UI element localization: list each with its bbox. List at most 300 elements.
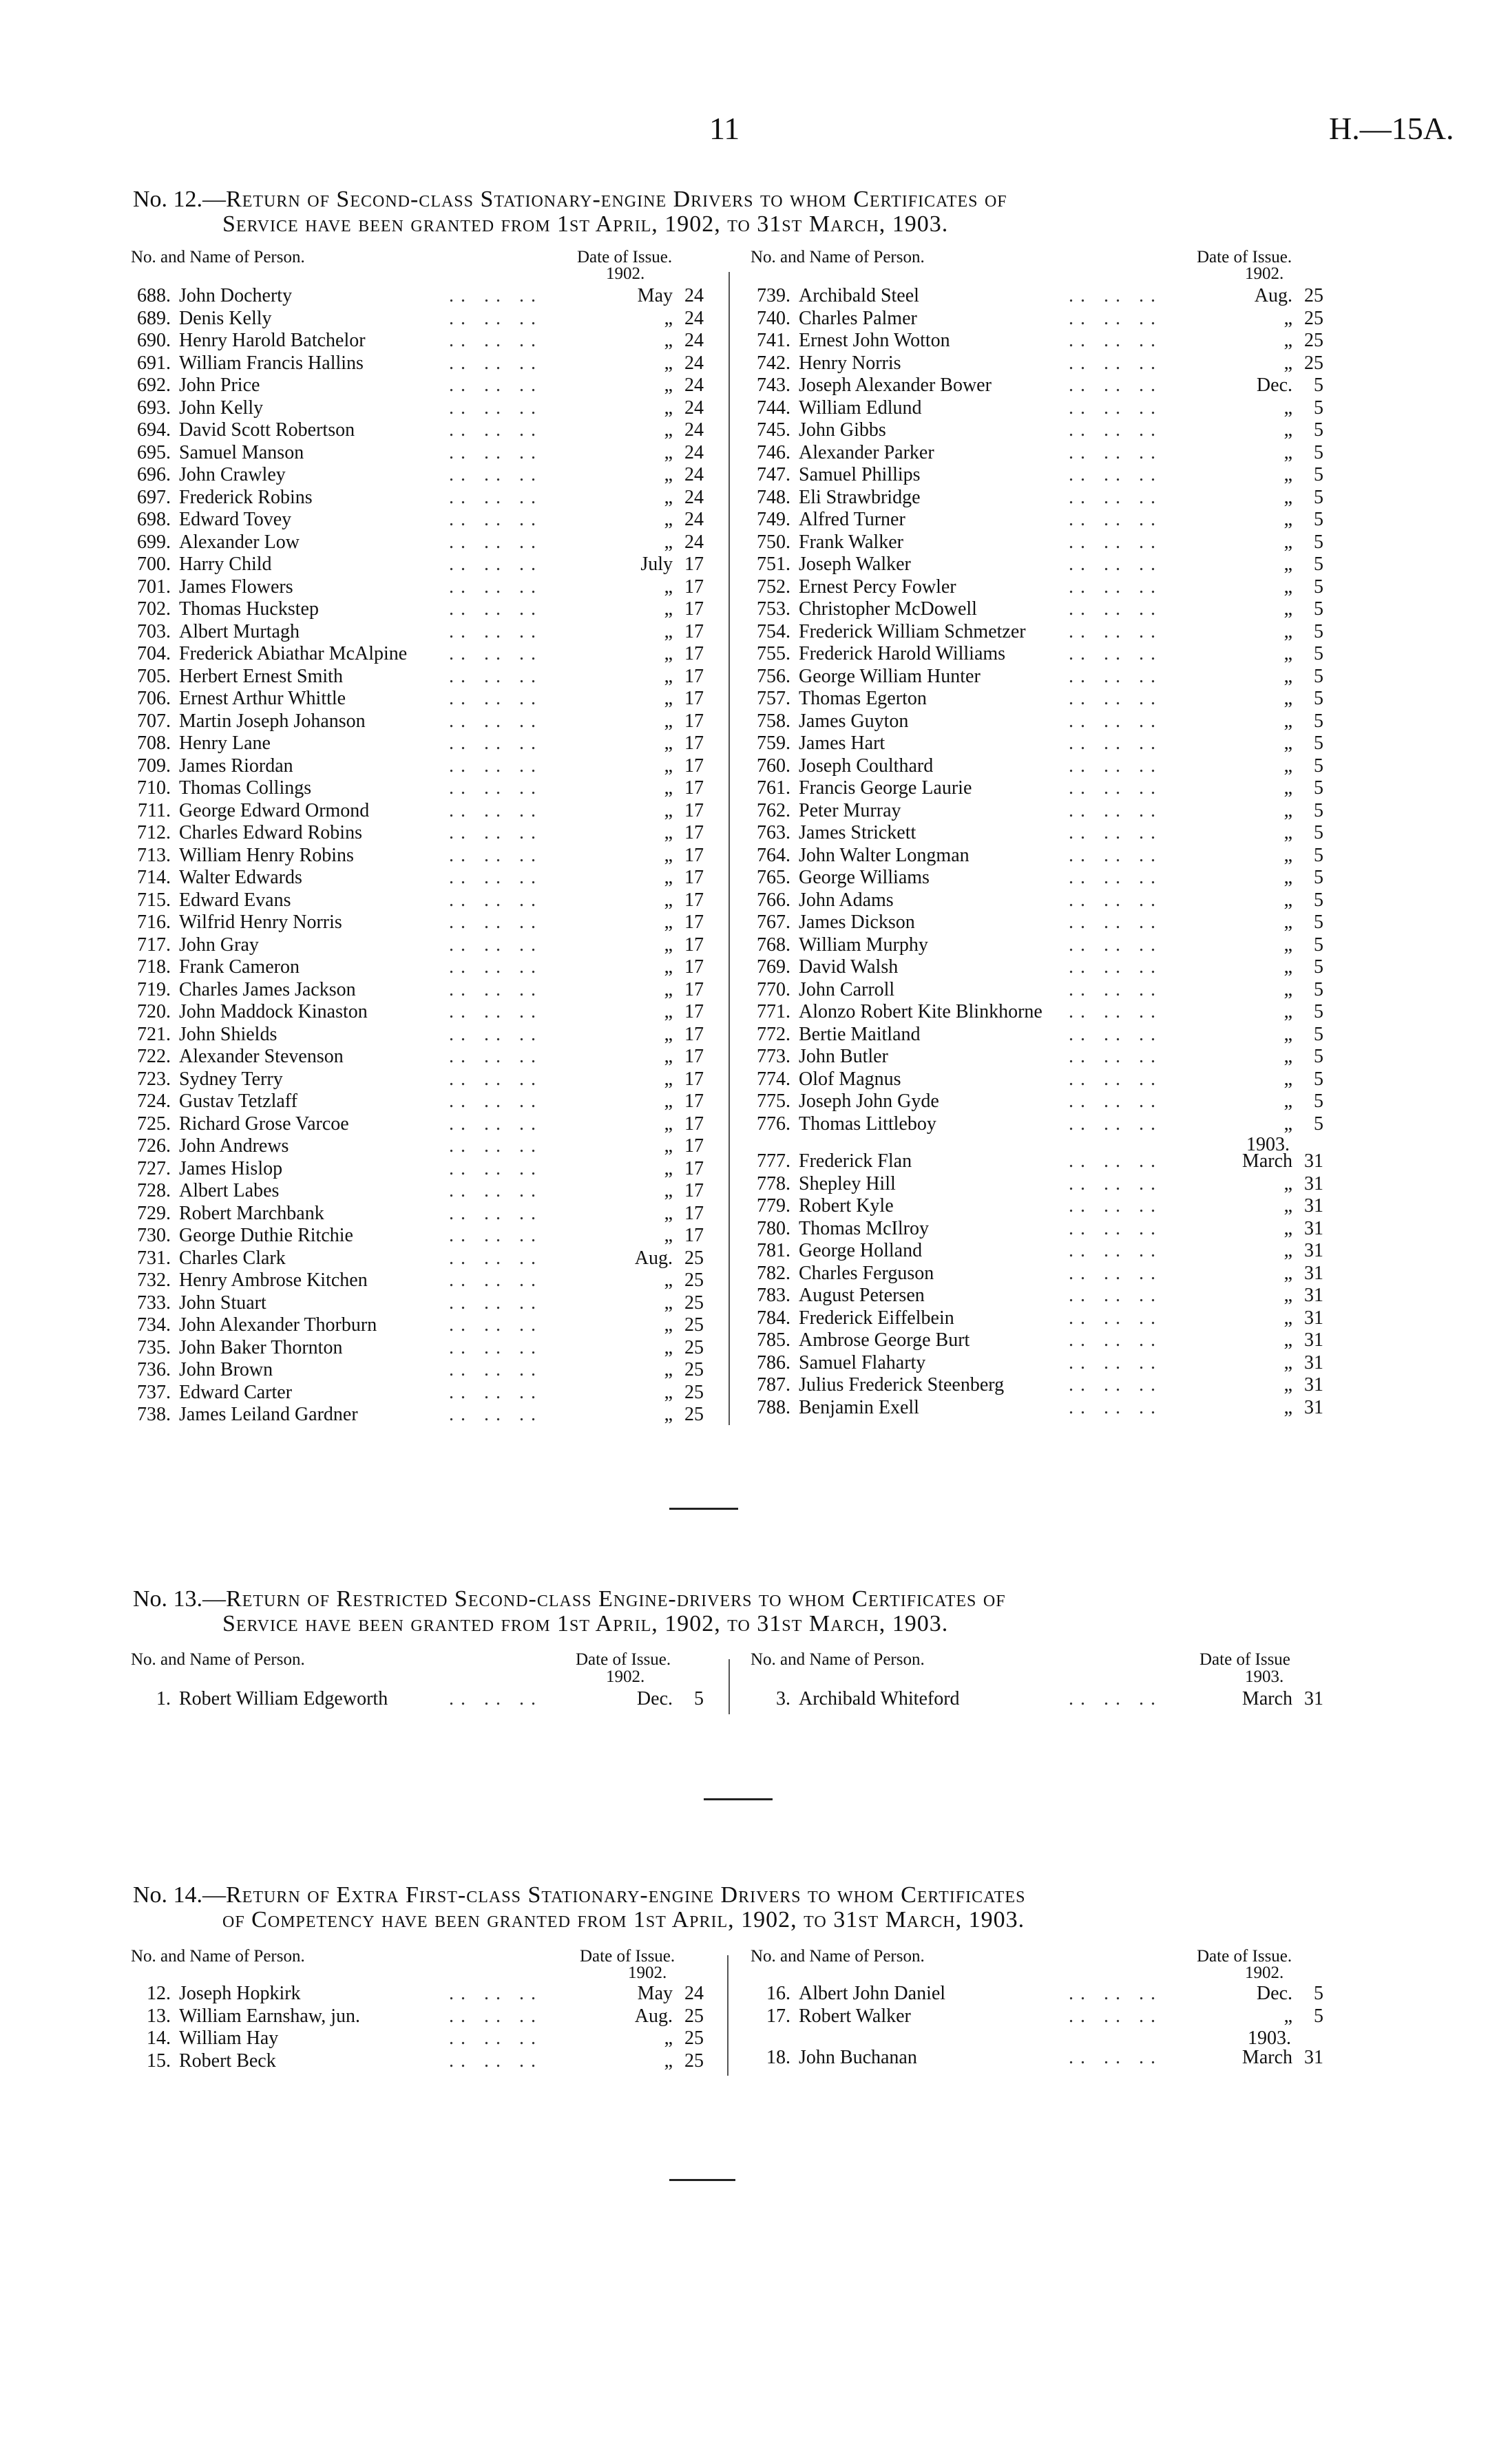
issue-day: 5 [1314,531,1323,553]
dot-leader: .. .. .. [1069,733,1162,754]
issue-month: „ [1283,889,1292,911]
issue-day: 17 [684,1225,704,1246]
dot-leader: .. .. .. [449,397,543,419]
s13-left-col-date-header: Date of Issue. [576,1650,671,1669]
person-name: Robert William Edgeworth [179,1688,388,1709]
table-row [745,1150,1323,1173]
person-name: William Edlund [799,397,922,419]
entry-number: 708. [137,733,171,754]
dot-leader: .. .. .. [1069,799,1162,821]
issue-month: „ [664,643,673,664]
dot-leader: .. .. .. [449,799,543,821]
person-name: Robert Marchbank [179,1202,324,1224]
dot-leader: .. .. .. [1069,441,1162,463]
person-name: Harry Child [179,554,272,575]
dot-leader: .. .. .. [1069,1046,1162,1067]
person-name: Frank Walker [799,531,903,553]
table-row [745,1983,1323,2005]
s13-column-divider [729,1659,730,1714]
entry-number: 773. [757,1046,790,1067]
dot-leader: .. .. .. [1069,956,1162,978]
entry-number: 767. [757,912,790,933]
issue-day: 5 [1314,1983,1323,2004]
issue-month: „ [664,1113,673,1135]
dot-leader: .. .. .. [1069,1091,1162,1112]
person-name: Alfred Turner [799,509,905,530]
issue-month: „ [664,1336,673,1358]
table-row [125,1247,704,1270]
dot-leader: .. .. .. [1069,889,1162,911]
table-row [125,643,704,666]
issue-day: 17 [684,710,704,732]
entry-number: 692. [137,375,171,396]
issue-day: 17 [684,733,704,754]
table-row [745,1218,1323,1241]
table-row [745,2047,1323,2070]
table-row [125,1158,704,1181]
person-name: Joseph Walker [799,554,911,575]
issue-day: 24 [684,486,704,508]
issue-month: „ [664,1314,673,1336]
dot-leader: .. .. .. [449,1336,543,1358]
issue-day: 24 [684,285,704,306]
table-row [125,710,704,733]
issue-day: 5 [1314,777,1323,799]
issue-day: 17 [684,867,704,888]
entry-number: 735. [137,1336,171,1358]
entry-number: 780. [757,1217,790,1239]
dot-leader: .. .. .. [449,2005,543,2027]
issue-day: 5 [1314,464,1323,485]
table-row [125,1314,704,1337]
person-name: Charles Ferguson [799,1262,934,1284]
issue-month: May [637,285,673,306]
issue-day: 17 [684,1001,704,1022]
table-row [125,889,704,912]
section-12-title-line1: Return of Second-class Stationary-engine Drivers to whom Certificates of [226,187,1007,212]
dot-leader: .. .. .. [1069,576,1162,598]
person-name: Thomas Huckstep [179,598,319,620]
entry-number: 733. [137,1292,171,1314]
entry-number: 744. [757,397,790,419]
issue-month: „ [664,978,673,1000]
issue-month: „ [1283,1023,1292,1045]
entry-number: 738. [137,1404,171,1425]
dot-leader: .. .. .. [449,1046,543,1067]
dot-leader: .. .. .. [449,1091,543,1112]
entry-number: 741. [757,330,790,351]
table-row [125,554,704,576]
dot-leader: .. .. .. [1069,464,1162,485]
dot-leader: .. .. .. [449,1202,543,1224]
entry-number: 772. [757,1023,790,1045]
person-name: Edward Carter [179,1381,293,1403]
dot-leader: .. .. .. [449,1180,543,1201]
table-row [125,352,704,375]
dot-leader: .. .. .. [449,375,543,396]
person-name: Joseph Hopkirk [179,1983,301,2004]
person-name: Henry Lane [179,733,271,754]
s12-right-table [745,285,1323,1418]
issue-day: 25 [684,1247,704,1269]
entry-number: 787. [757,1374,790,1396]
entry-number: 727. [137,1157,171,1179]
document-reference: H.—15A. [1329,111,1454,146]
entry-number: 783. [757,1285,790,1306]
entry-number: 760. [757,755,790,777]
dot-leader: .. .. .. [1069,1240,1162,1261]
issue-day: 5 [1314,643,1323,664]
table-row [125,1404,704,1426]
person-name: James Strickett [799,822,916,843]
dot-leader: .. .. .. [449,352,543,374]
entry-number: 730. [137,1225,171,1246]
entry-number: 785. [757,1329,790,1351]
issue-day: 5 [1314,441,1323,463]
issue-month: „ [664,307,673,329]
issue-day: 25 [684,1292,704,1314]
entry-number: 746. [757,441,790,463]
dot-leader: .. .. .. [1069,352,1162,374]
table-row [745,1113,1323,1136]
entry-number: 722. [137,1046,171,1067]
person-name: Edward Tovey [179,509,292,530]
table-row [125,1983,704,2005]
issue-month: „ [1283,598,1292,620]
s12-left-year: 1902. [606,264,645,283]
issue-day: 17 [684,799,704,821]
section-12-title-line2: Service have been granted from 1st April, 1902, to 31st March, 1903. [222,211,949,237]
table-row [745,1091,1323,1113]
table-row [125,1382,704,1404]
issue-day: 5 [1314,1113,1323,1135]
dot-leader: .. .. .. [449,1381,543,1403]
table-row [125,1337,704,1360]
person-name: Ernest John Wotton [799,330,950,351]
section-divider-2 [704,1798,773,1800]
entry-number: 725. [137,1113,171,1135]
issue-month: „ [1283,688,1292,709]
issue-day: 5 [1314,710,1323,732]
person-name: John Gray [179,934,259,956]
issue-day: 17 [684,1113,704,1135]
person-name: Olof Magnus [799,1068,901,1090]
table-row [125,2050,704,2073]
table-row [745,777,1323,800]
table-row [125,1091,704,1113]
table-row [745,710,1323,733]
issue-day: 17 [684,554,704,575]
person-name: Henry Ambrose Kitchen [179,1270,368,1291]
table-row [745,1195,1323,1218]
table-row [745,822,1323,845]
entry-number: 693. [137,397,171,419]
person-name: Alexander Low [179,531,300,553]
entry-number: 694. [137,419,171,441]
entry-number: 705. [137,665,171,687]
issue-month: „ [1283,822,1292,843]
dot-leader: .. .. .. [1069,912,1162,933]
issue-day: 5 [1314,1091,1323,1112]
issue-day: 31 [1304,1285,1323,1306]
entry-number: 757. [757,688,790,709]
issue-month: „ [664,1202,673,1224]
dot-leader: .. .. .. [1069,844,1162,866]
table-row [125,464,704,487]
table-row [125,1359,704,1382]
table-row [745,688,1323,710]
dot-leader: .. .. .. [1069,1113,1162,1135]
issue-day: 17 [684,822,704,843]
issue-day: 5 [1314,799,1323,821]
dot-leader: .. .. .. [1069,1307,1162,1329]
issue-month: „ [664,1404,673,1425]
entry-number: 690. [137,330,171,351]
issue-day: 5 [1314,867,1323,888]
dot-leader: .. .. .. [1069,1217,1162,1239]
entry-number: 729. [137,1202,171,1224]
entry-number: 766. [757,889,790,911]
table-row [125,800,704,823]
issue-day: 31 [1304,1688,1323,1709]
dot-leader: .. .. .. [1069,1172,1162,1194]
entry-number: 732. [137,1270,171,1291]
issue-month: „ [664,1046,673,1067]
entry-number: 711. [138,799,171,821]
issue-month: „ [664,1381,673,1403]
entry-number: 781. [757,1240,790,1261]
issue-day: 31 [1304,1240,1323,1261]
issue-day: 5 [1314,1068,1323,1090]
dot-leader: .. .. .. [1069,554,1162,575]
s13-right-col-name-header: No. and Name of Person. [751,1650,925,1669]
entry-number: 740. [757,307,790,329]
table-row [745,1688,1323,1711]
issue-month: „ [1283,710,1292,732]
issue-month: „ [664,464,673,485]
table-row [745,621,1323,644]
table-row [125,1046,704,1068]
person-name: Henry Harold Batchelor [179,330,366,351]
issue-day: 5 [1314,978,1323,1000]
entry-number: 750. [757,531,790,553]
table-row [125,487,704,509]
issue-month: „ [1283,307,1292,329]
person-name: Archibald Steel [799,285,919,306]
person-name: William Francis Hallins [179,352,364,374]
issue-month: „ [1283,1195,1292,1217]
dot-leader: .. .. .. [449,822,543,843]
dot-leader: .. .. .. [1069,755,1162,777]
entry-number: 717. [137,934,171,956]
person-name: Charles Palmer [799,307,917,329]
issue-month: Aug. [634,1247,673,1269]
issue-month: „ [1283,397,1292,419]
issue-month: „ [1283,1374,1292,1396]
entry-number: 759. [757,733,790,754]
person-name: Robert Walker [799,2005,911,2027]
issue-month: „ [664,531,673,553]
issue-month: „ [664,620,673,642]
entry-number: 748. [757,486,790,508]
issue-month: „ [664,576,673,598]
dot-leader: .. .. .. [1069,710,1162,732]
person-name: John Buchanan [799,2047,917,2068]
issue-day: 17 [684,912,704,933]
person-name: Robert Beck [179,2050,276,2072]
issue-day: 5 [1314,2005,1323,2027]
entry-number: 718. [137,956,171,978]
issue-day: 25 [684,1270,704,1291]
s12-left-col-date-header: Date of Issue. [577,248,673,266]
dot-leader: .. .. .. [1069,1351,1162,1373]
table-row [125,419,704,442]
issue-month: „ [1283,777,1292,799]
issue-day: 31 [1304,1195,1323,1217]
issue-month: Dec. [636,1688,673,1709]
person-name: Edward Evans [179,889,291,911]
dot-leader: .. .. .. [1069,2047,1162,2068]
person-name: Walter Edwards [179,867,302,888]
issue-day: 24 [684,419,704,441]
table-row [745,867,1323,889]
entry-number: 742. [757,352,790,374]
dot-leader: .. .. .. [1069,1285,1162,1306]
person-name: David Scott Robertson [179,419,355,441]
section-13-title-line1: Return of Restricted Second-class Engine-drivers to whom Certificates of [226,1586,1006,1612]
issue-month: „ [664,352,673,374]
entry-number: 714. [137,867,171,888]
s12-column-divider [729,272,730,1425]
issue-month: „ [664,822,673,843]
dot-leader: .. .. .. [1069,531,1162,553]
person-name: Charles Clark [179,1247,286,1269]
entry-number: 749. [757,509,790,530]
person-name: Richard Grose Varcoe [179,1113,349,1135]
issue-month: „ [1283,2005,1292,2027]
issue-day: 31 [1304,1396,1323,1418]
table-row [125,733,704,755]
issue-day: 25 [684,1336,704,1358]
issue-month: „ [664,375,673,396]
person-name: Samuel Phillips [799,464,921,485]
issue-day: 5 [1314,822,1323,843]
table-row [745,912,1323,934]
issue-day: 5 [1314,956,1323,978]
issue-day: 5 [694,1688,704,1709]
dot-leader: .. .. .. [449,867,543,888]
entry-number: 762. [757,799,790,821]
entry-number: 723. [137,1068,171,1090]
entry-number: 774. [757,1068,790,1090]
issue-day: 5 [1314,486,1323,508]
dot-leader: .. .. .. [1069,1983,1162,2004]
table-row [125,1203,704,1225]
issue-day: 5 [1314,419,1323,441]
entry-number: 776. [757,1113,790,1135]
person-name: John Kelly [179,397,264,419]
dot-leader: .. .. .. [449,912,543,933]
s14-left-year: 1902. [628,1963,667,1982]
table-row [125,1135,704,1158]
issue-month: „ [664,867,673,888]
section-13-prefix: No. 13.— [133,1586,227,1612]
person-name: Samuel Flaharty [799,1351,926,1373]
table-row [125,845,704,867]
table-row [745,419,1323,442]
dot-leader: .. .. .. [449,441,543,463]
issue-month: „ [1283,1351,1292,1373]
entry-number: 3. [776,1688,790,1709]
dot-leader: .. .. .. [449,330,543,351]
table-row [745,330,1323,352]
issue-day: 31 [1304,2047,1323,2068]
entry-number: 703. [137,620,171,642]
issue-month: „ [1283,844,1292,866]
person-name: James Flowers [179,576,293,598]
issue-month: „ [1283,1285,1292,1306]
table-row [745,1352,1323,1375]
person-name: Thomas McIlroy [799,1217,929,1239]
issue-month: „ [1283,509,1292,530]
issue-day: 5 [1314,889,1323,911]
dot-leader: .. .. .. [449,1247,543,1269]
entry-number: 779. [757,1195,790,1217]
s14-right-year: 1902. [1245,1963,1284,1982]
table-row [745,956,1323,979]
dot-leader: .. .. .. [1069,375,1162,396]
issue-month: „ [664,598,673,620]
section-12-title [133,187,1359,237]
dot-leader: .. .. .. [1069,777,1162,799]
entry-number: 697. [137,486,171,508]
entry-number: 1. [156,1688,171,1709]
person-name: William Henry Robins [179,844,354,866]
person-name: John Adams [799,889,894,911]
issue-month: „ [664,956,673,978]
table-row [125,666,704,688]
issue-month: „ [1283,576,1292,598]
table-row [125,621,704,644]
entry-number: 786. [757,1351,790,1373]
issue-day: 25 [684,2050,704,2072]
person-name: Robert Kyle [799,1195,894,1217]
issue-month: „ [664,1157,673,1179]
entry-number: 706. [137,688,171,709]
issue-day: 31 [1304,1329,1323,1351]
entry-number: 16. [766,1983,790,2004]
person-name: George William Hunter [799,665,981,687]
table-row [125,308,704,330]
issue-day: 17 [684,1135,704,1157]
person-name: John Maddock Kinaston [179,1001,368,1022]
issue-day: 17 [684,688,704,709]
issue-day: 5 [1314,755,1323,777]
entry-number: 14. [147,2028,171,2049]
section-14-title-line1: Return of Extra First-class Stationary-engine Drivers to whom Certificates [226,1882,1026,1908]
entry-number: 761. [757,777,790,799]
issue-month: „ [664,755,673,777]
entry-number: 715. [137,889,171,911]
table-row [745,1173,1323,1196]
entry-number: 12. [147,1983,171,2004]
issue-month: „ [1283,352,1292,374]
dot-leader: .. .. .. [449,934,543,956]
issue-month: „ [1283,1396,1292,1418]
entry-number: 756. [757,665,790,687]
s12-right-col-name-header: No. and Name of Person. [751,248,925,266]
issue-day: 5 [1314,509,1323,530]
